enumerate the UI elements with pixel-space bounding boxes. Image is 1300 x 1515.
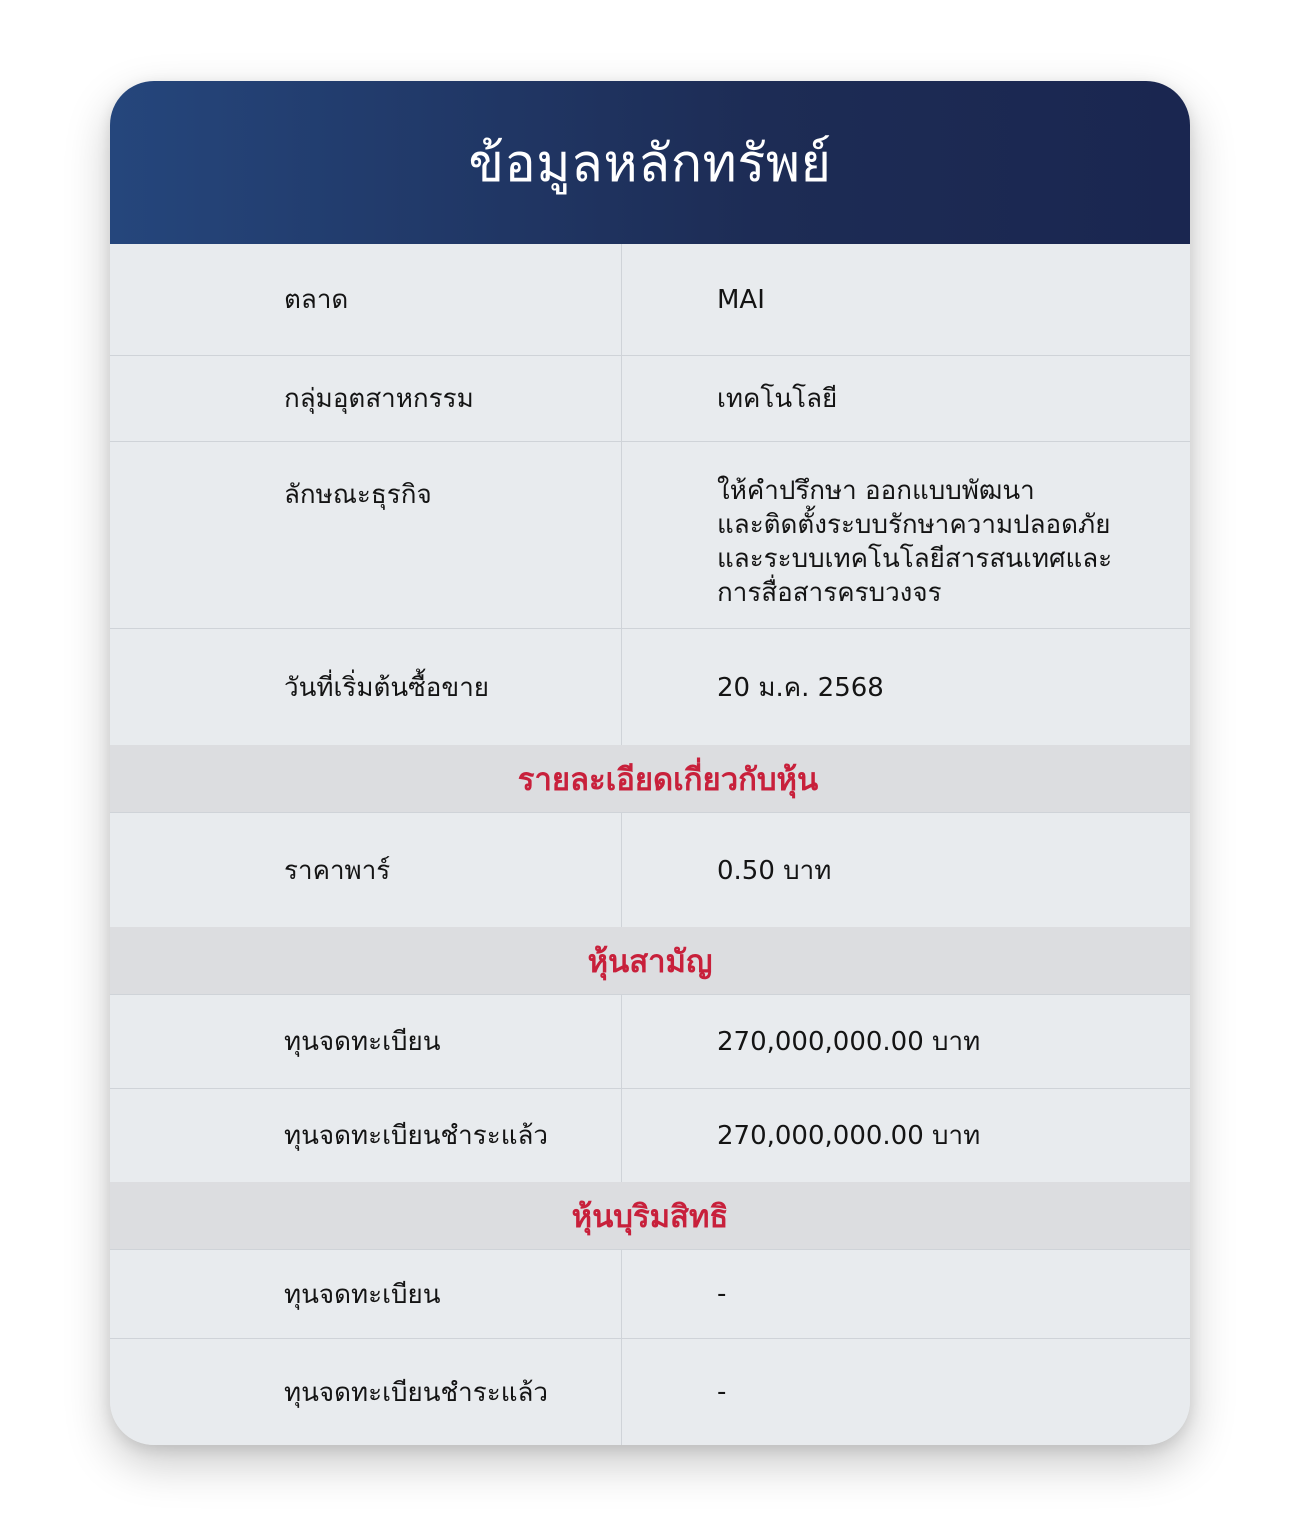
card-title: ข้อมูลหลักทรัพย์	[468, 134, 832, 194]
row-value: 270,000,000.00 บาท	[717, 1027, 981, 1057]
section-common-shares	[110, 927, 1190, 995]
row-label: วันที่เริ่มต้นซื้อขาย	[110, 629, 622, 745]
row-value: 0.50 บาท	[717, 855, 832, 886]
row-label: ทุนจดทะเบียน	[110, 1250, 622, 1338]
row-preferred-paid-up-capital	[110, 1339, 1190, 1445]
row-value	[622, 442, 1190, 628]
section-title: รายละเอียดเกี่ยวกับหุ้น	[517, 761, 819, 798]
row-label: กลุ่มอุตสาหกรรม	[110, 356, 622, 441]
row-value: 20 ม.ค. 2568	[717, 672, 884, 703]
row-value: -	[717, 1377, 727, 1407]
row-business-nature	[110, 442, 1190, 629]
section-stock-details	[110, 745, 1190, 813]
row-label: ทุนจดทะเบียน	[110, 995, 622, 1088]
row-label: ราคาพาร์	[110, 813, 622, 927]
row-label: ตลาด	[110, 244, 622, 355]
row-value: MAI	[717, 284, 765, 315]
section-preferred-shares	[110, 1182, 1190, 1250]
row-preferred-registered-capital	[110, 1250, 1190, 1339]
row-market	[110, 244, 1190, 356]
section-title: หุ้นสามัญ	[587, 943, 713, 980]
row-par-value	[110, 813, 1190, 927]
row-value: -	[717, 1279, 727, 1309]
section-title: หุ้นบุริมสิทธิ	[571, 1198, 729, 1235]
row-value: เทคโนโลยี	[717, 384, 838, 414]
row-label: ทุนจดทะเบียนชำระแล้ว	[110, 1089, 622, 1182]
row-common-registered-capital	[110, 995, 1190, 1089]
row-label: ทุนจดทะเบียนชำระแล้ว	[110, 1339, 622, 1445]
business-description: ให้คำปรึกษา ออกแบบพัฒนา และติดตั้งระบบรักษาความปลอดภัย และระบบเทคโนโลยีสารสนเทศและ การสื่อสารครบวงจร	[717, 476, 1113, 608]
row-label: ลักษณะธุรกิจ	[110, 442, 622, 628]
row-value: 270,000,000.00 บาท	[717, 1121, 981, 1151]
card-header	[110, 81, 1190, 244]
securities-info-card	[110, 81, 1190, 1445]
row-first-trade-date	[110, 629, 1190, 745]
row-industry	[110, 356, 1190, 442]
row-common-paid-up-capital	[110, 1089, 1190, 1182]
